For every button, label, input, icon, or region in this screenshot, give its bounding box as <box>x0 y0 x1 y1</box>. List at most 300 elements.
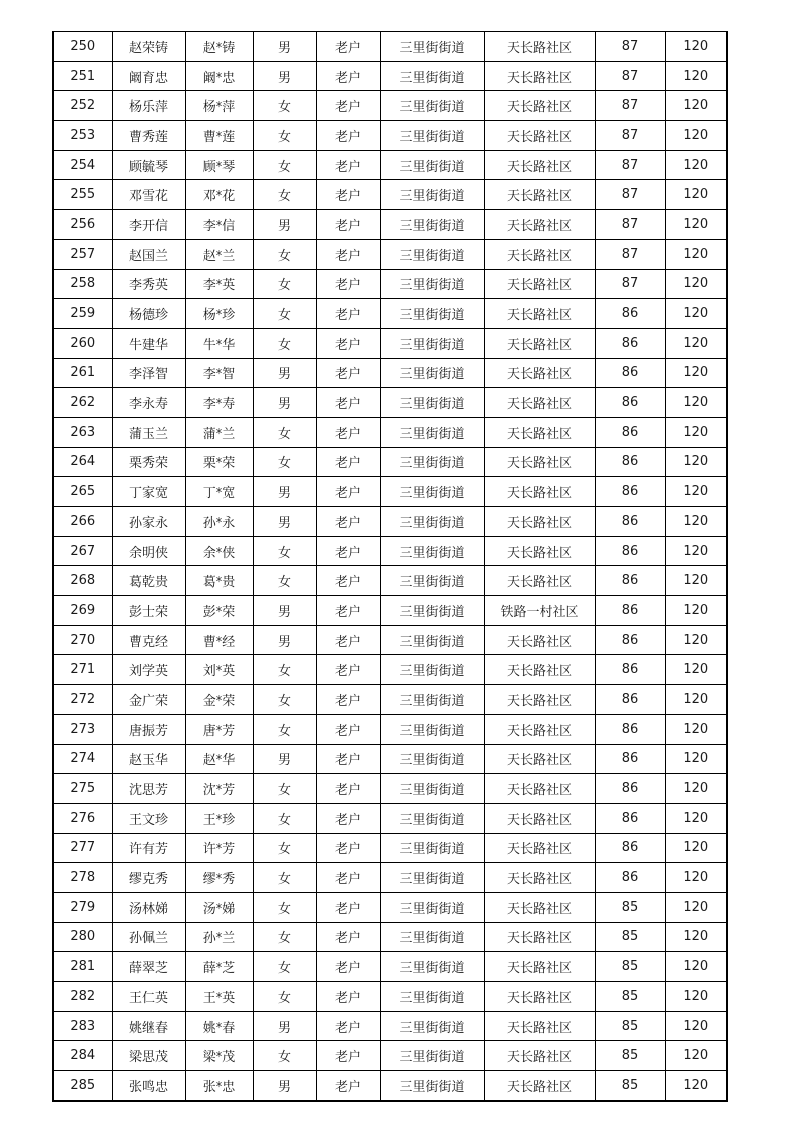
community-cell: 天长路社区 <box>484 833 595 863</box>
gender-cell: 女 <box>253 982 316 1012</box>
household-type-cell: 老户 <box>316 863 380 893</box>
masked-name-cell: 沈*芳 <box>185 774 253 804</box>
community-cell: 天长路社区 <box>484 625 595 655</box>
full-name-cell: 孙佩兰 <box>112 922 185 952</box>
street-cell: 三里街街道 <box>380 952 484 982</box>
household-type-cell: 老户 <box>316 447 380 477</box>
amount-cell: 120 <box>665 477 727 507</box>
gender-cell: 女 <box>253 1041 316 1071</box>
full-name-cell: 沈思芳 <box>112 774 185 804</box>
age-cell: 86 <box>595 358 665 388</box>
table-row <box>53 833 727 863</box>
household-type-cell: 老户 <box>316 180 380 210</box>
amount-cell: 120 <box>665 655 727 685</box>
age-cell: 87 <box>595 210 665 240</box>
gender-cell: 女 <box>253 91 316 121</box>
community-cell: 天长路社区 <box>484 744 595 774</box>
community-cell: 天长路社区 <box>484 803 595 833</box>
age-cell: 86 <box>595 536 665 566</box>
street-cell: 三里街街道 <box>380 744 484 774</box>
row-number-cell: 278 <box>53 863 112 893</box>
gender-cell: 女 <box>253 892 316 922</box>
masked-name-cell: 余*侠 <box>185 536 253 566</box>
masked-name-cell: 姚*春 <box>185 1011 253 1041</box>
row-number-cell: 263 <box>53 417 112 447</box>
gender-cell: 男 <box>253 32 316 62</box>
full-name-cell: 邓雪花 <box>112 180 185 210</box>
amount-cell: 120 <box>665 685 727 715</box>
table-row <box>53 180 727 210</box>
community-cell: 天长路社区 <box>484 91 595 121</box>
community-cell: 天长路社区 <box>484 774 595 804</box>
masked-name-cell: 李*信 <box>185 210 253 240</box>
street-cell: 三里街街道 <box>380 863 484 893</box>
street-cell: 三里街街道 <box>380 210 484 240</box>
amount-cell: 120 <box>665 536 727 566</box>
table-row <box>53 239 727 269</box>
table-row <box>53 566 727 596</box>
full-name-cell: 李永寿 <box>112 388 185 418</box>
gender-cell: 女 <box>253 922 316 952</box>
community-cell: 天长路社区 <box>484 269 595 299</box>
gender-cell: 男 <box>253 61 316 91</box>
amount-cell: 120 <box>665 358 727 388</box>
table-row <box>53 358 727 388</box>
household-type-cell: 老户 <box>316 210 380 240</box>
community-cell: 铁路一村社区 <box>484 596 595 626</box>
community-cell: 天长路社区 <box>484 239 595 269</box>
community-cell: 天长路社区 <box>484 655 595 685</box>
row-number-cell: 265 <box>53 477 112 507</box>
amount-cell: 120 <box>665 32 727 62</box>
age-cell: 85 <box>595 952 665 982</box>
masked-name-cell: 阚*忠 <box>185 61 253 91</box>
amount-cell: 120 <box>665 150 727 180</box>
street-cell: 三里街街道 <box>380 685 484 715</box>
table-row <box>53 774 727 804</box>
street-cell: 三里街街道 <box>380 922 484 952</box>
street-cell: 三里街街道 <box>380 299 484 329</box>
row-number-cell: 255 <box>53 180 112 210</box>
gender-cell: 男 <box>253 477 316 507</box>
street-cell: 三里街街道 <box>380 982 484 1012</box>
community-cell: 天长路社区 <box>484 982 595 1012</box>
amount-cell: 120 <box>665 892 727 922</box>
table-row <box>53 892 727 922</box>
amount-cell: 120 <box>665 328 727 358</box>
age-cell: 86 <box>595 388 665 418</box>
full-name-cell: 汤林娣 <box>112 892 185 922</box>
gender-cell: 女 <box>253 952 316 982</box>
masked-name-cell: 李*寿 <box>185 388 253 418</box>
amount-cell: 120 <box>665 833 727 863</box>
community-cell: 天长路社区 <box>484 1041 595 1071</box>
gender-cell: 女 <box>253 180 316 210</box>
street-cell: 三里街街道 <box>380 625 484 655</box>
table-row <box>53 388 727 418</box>
gender-cell: 女 <box>253 863 316 893</box>
household-type-cell: 老户 <box>316 566 380 596</box>
masked-name-cell: 刘*英 <box>185 655 253 685</box>
gender-cell: 女 <box>253 714 316 744</box>
table-row <box>53 150 727 180</box>
row-number-cell: 274 <box>53 744 112 774</box>
masked-name-cell: 王*英 <box>185 982 253 1012</box>
table-row <box>53 625 727 655</box>
row-number-cell: 276 <box>53 803 112 833</box>
table-row <box>53 32 727 62</box>
household-type-cell: 老户 <box>316 982 380 1012</box>
street-cell: 三里街街道 <box>380 1011 484 1041</box>
full-name-cell: 缪克秀 <box>112 863 185 893</box>
full-name-cell: 姚继春 <box>112 1011 185 1041</box>
masked-name-cell: 赵*兰 <box>185 239 253 269</box>
community-cell: 天长路社区 <box>484 61 595 91</box>
table-row <box>53 982 727 1012</box>
gender-cell: 男 <box>253 625 316 655</box>
masked-name-cell: 梁*茂 <box>185 1041 253 1071</box>
row-number-cell: 258 <box>53 269 112 299</box>
age-cell: 87 <box>595 61 665 91</box>
street-cell: 三里街街道 <box>380 180 484 210</box>
table-row <box>53 121 727 151</box>
full-name-cell: 王仁英 <box>112 982 185 1012</box>
table-row <box>53 210 727 240</box>
row-number-cell: 285 <box>53 1071 112 1101</box>
age-cell: 87 <box>595 150 665 180</box>
amount-cell: 120 <box>665 744 727 774</box>
masked-name-cell: 曹*经 <box>185 625 253 655</box>
household-type-cell: 老户 <box>316 833 380 863</box>
gender-cell: 女 <box>253 121 316 151</box>
amount-cell: 120 <box>665 625 727 655</box>
masked-name-cell: 孙*永 <box>185 507 253 537</box>
household-type-cell: 老户 <box>316 774 380 804</box>
street-cell: 三里街街道 <box>380 892 484 922</box>
full-name-cell: 葛乾贵 <box>112 566 185 596</box>
community-cell: 天长路社区 <box>484 328 595 358</box>
row-number-cell: 273 <box>53 714 112 744</box>
gender-cell: 女 <box>253 536 316 566</box>
row-number-cell: 253 <box>53 121 112 151</box>
table-row <box>53 744 727 774</box>
community-cell: 天长路社区 <box>484 922 595 952</box>
amount-cell: 120 <box>665 952 727 982</box>
full-name-cell: 曹克经 <box>112 625 185 655</box>
row-number-cell: 262 <box>53 388 112 418</box>
community-cell: 天长路社区 <box>484 507 595 537</box>
amount-cell: 120 <box>665 239 727 269</box>
amount-cell: 120 <box>665 61 727 91</box>
household-type-cell: 老户 <box>316 536 380 566</box>
street-cell: 三里街街道 <box>380 150 484 180</box>
gender-cell: 女 <box>253 566 316 596</box>
household-type-cell: 老户 <box>316 239 380 269</box>
masked-name-cell: 丁*宽 <box>185 477 253 507</box>
masked-name-cell: 李*英 <box>185 269 253 299</box>
row-number-cell: 257 <box>53 239 112 269</box>
masked-name-cell: 栗*荣 <box>185 447 253 477</box>
community-cell: 天长路社区 <box>484 299 595 329</box>
full-name-cell: 李开信 <box>112 210 185 240</box>
age-cell: 86 <box>595 803 665 833</box>
table-row <box>53 714 727 744</box>
amount-cell: 120 <box>665 863 727 893</box>
row-number-cell: 277 <box>53 833 112 863</box>
row-number-cell: 266 <box>53 507 112 537</box>
masked-name-cell: 缪*秀 <box>185 863 253 893</box>
street-cell: 三里街街道 <box>380 388 484 418</box>
row-number-cell: 268 <box>53 566 112 596</box>
full-name-cell: 阚育忠 <box>112 61 185 91</box>
full-name-cell: 李泽智 <box>112 358 185 388</box>
amount-cell: 120 <box>665 269 727 299</box>
gender-cell: 女 <box>253 417 316 447</box>
amount-cell: 120 <box>665 210 727 240</box>
table-row <box>53 685 727 715</box>
age-cell: 86 <box>595 566 665 596</box>
community-cell: 天长路社区 <box>484 685 595 715</box>
full-name-cell: 杨德珍 <box>112 299 185 329</box>
age-cell: 86 <box>595 328 665 358</box>
row-number-cell: 281 <box>53 952 112 982</box>
gender-cell: 女 <box>253 299 316 329</box>
full-name-cell: 张鸣忠 <box>112 1071 185 1101</box>
age-cell: 86 <box>595 863 665 893</box>
masked-name-cell: 王*珍 <box>185 803 253 833</box>
gender-cell: 女 <box>253 833 316 863</box>
masked-name-cell: 葛*贵 <box>185 566 253 596</box>
age-cell: 86 <box>595 774 665 804</box>
street-cell: 三里街街道 <box>380 1041 484 1071</box>
community-cell: 天长路社区 <box>484 477 595 507</box>
masked-name-cell: 曹*莲 <box>185 121 253 151</box>
amount-cell: 120 <box>665 121 727 151</box>
community-cell: 天长路社区 <box>484 536 595 566</box>
masked-name-cell: 张*忠 <box>185 1071 253 1101</box>
street-cell: 三里街街道 <box>380 774 484 804</box>
amount-cell: 120 <box>665 91 727 121</box>
household-type-cell: 老户 <box>316 952 380 982</box>
community-cell: 天长路社区 <box>484 32 595 62</box>
household-type-cell: 老户 <box>316 32 380 62</box>
street-cell: 三里街街道 <box>380 417 484 447</box>
household-type-cell: 老户 <box>316 625 380 655</box>
amount-cell: 120 <box>665 566 727 596</box>
amount-cell: 120 <box>665 447 727 477</box>
amount-cell: 120 <box>665 388 727 418</box>
street-cell: 三里街街道 <box>380 655 484 685</box>
gender-cell: 女 <box>253 685 316 715</box>
full-name-cell: 赵国兰 <box>112 239 185 269</box>
street-cell: 三里街街道 <box>380 536 484 566</box>
full-name-cell: 牛建华 <box>112 328 185 358</box>
gender-cell: 女 <box>253 803 316 833</box>
age-cell: 87 <box>595 180 665 210</box>
masked-name-cell: 赵*铸 <box>185 32 253 62</box>
full-name-cell: 栗秀荣 <box>112 447 185 477</box>
age-cell: 87 <box>595 239 665 269</box>
amount-cell: 120 <box>665 982 727 1012</box>
table-row <box>53 1071 727 1101</box>
household-type-cell: 老户 <box>316 269 380 299</box>
street-cell: 三里街街道 <box>380 269 484 299</box>
household-type-cell: 老户 <box>316 477 380 507</box>
data-table <box>52 31 728 1102</box>
household-type-cell: 老户 <box>316 714 380 744</box>
community-cell: 天长路社区 <box>484 566 595 596</box>
table-row <box>53 417 727 447</box>
gender-cell: 男 <box>253 1071 316 1101</box>
community-cell: 天长路社区 <box>484 1011 595 1041</box>
full-name-cell: 孙家永 <box>112 507 185 537</box>
age-cell: 86 <box>595 655 665 685</box>
full-name-cell: 梁思茂 <box>112 1041 185 1071</box>
household-type-cell: 老户 <box>316 1011 380 1041</box>
street-cell: 三里街街道 <box>380 61 484 91</box>
community-cell: 天长路社区 <box>484 388 595 418</box>
row-number-cell: 261 <box>53 358 112 388</box>
table-row <box>53 863 727 893</box>
household-type-cell: 老户 <box>316 507 380 537</box>
row-number-cell: 250 <box>53 32 112 62</box>
household-type-cell: 老户 <box>316 61 380 91</box>
masked-name-cell: 杨*萍 <box>185 91 253 121</box>
gender-cell: 男 <box>253 1011 316 1041</box>
age-cell: 85 <box>595 892 665 922</box>
household-type-cell: 老户 <box>316 150 380 180</box>
masked-name-cell: 金*荣 <box>185 685 253 715</box>
table-body <box>53 32 727 1101</box>
household-type-cell: 老户 <box>316 685 380 715</box>
age-cell: 86 <box>595 833 665 863</box>
community-cell: 天长路社区 <box>484 150 595 180</box>
full-name-cell: 赵玉华 <box>112 744 185 774</box>
street-cell: 三里街街道 <box>380 32 484 62</box>
gender-cell: 男 <box>253 358 316 388</box>
amount-cell: 120 <box>665 714 727 744</box>
gender-cell: 男 <box>253 596 316 626</box>
household-type-cell: 老户 <box>316 803 380 833</box>
amount-cell: 120 <box>665 1041 727 1071</box>
table-row <box>53 1011 727 1041</box>
street-cell: 三里街街道 <box>380 507 484 537</box>
table-row <box>53 447 727 477</box>
masked-name-cell: 牛*华 <box>185 328 253 358</box>
street-cell: 三里街街道 <box>380 91 484 121</box>
amount-cell: 120 <box>665 596 727 626</box>
full-name-cell: 余明侠 <box>112 536 185 566</box>
full-name-cell: 蒲玉兰 <box>112 417 185 447</box>
street-cell: 三里街街道 <box>380 596 484 626</box>
full-name-cell: 金广荣 <box>112 685 185 715</box>
row-number-cell: 272 <box>53 685 112 715</box>
amount-cell: 120 <box>665 803 727 833</box>
row-number-cell: 282 <box>53 982 112 1012</box>
household-type-cell: 老户 <box>316 328 380 358</box>
table-row <box>53 507 727 537</box>
amount-cell: 120 <box>665 507 727 537</box>
full-name-cell: 杨乐萍 <box>112 91 185 121</box>
full-name-cell: 李秀英 <box>112 269 185 299</box>
community-cell: 天长路社区 <box>484 358 595 388</box>
household-type-cell: 老户 <box>316 596 380 626</box>
gender-cell: 女 <box>253 328 316 358</box>
age-cell: 86 <box>595 685 665 715</box>
age-cell: 86 <box>595 714 665 744</box>
street-cell: 三里街街道 <box>380 358 484 388</box>
age-cell: 86 <box>595 596 665 626</box>
community-cell: 天长路社区 <box>484 210 595 240</box>
age-cell: 86 <box>595 507 665 537</box>
row-number-cell: 267 <box>53 536 112 566</box>
amount-cell: 120 <box>665 180 727 210</box>
gender-cell: 女 <box>253 447 316 477</box>
gender-cell: 男 <box>253 210 316 240</box>
full-name-cell: 刘学英 <box>112 655 185 685</box>
age-cell: 87 <box>595 91 665 121</box>
table-row <box>53 1041 727 1071</box>
masked-name-cell: 孙*兰 <box>185 922 253 952</box>
full-name-cell: 曹秀莲 <box>112 121 185 151</box>
age-cell: 85 <box>595 1011 665 1041</box>
community-cell: 天长路社区 <box>484 417 595 447</box>
household-type-cell: 老户 <box>316 388 380 418</box>
community-cell: 天长路社区 <box>484 447 595 477</box>
full-name-cell: 彭士荣 <box>112 596 185 626</box>
street-cell: 三里街街道 <box>380 328 484 358</box>
household-type-cell: 老户 <box>316 892 380 922</box>
table-row <box>53 91 727 121</box>
household-type-cell: 老户 <box>316 922 380 952</box>
gender-cell: 女 <box>253 269 316 299</box>
gender-cell: 女 <box>253 150 316 180</box>
age-cell: 86 <box>595 477 665 507</box>
gender-cell: 男 <box>253 507 316 537</box>
masked-name-cell: 汤*娣 <box>185 892 253 922</box>
table-row <box>53 269 727 299</box>
full-name-cell: 唐振芳 <box>112 714 185 744</box>
table-row <box>53 655 727 685</box>
gender-cell: 女 <box>253 239 316 269</box>
household-type-cell: 老户 <box>316 358 380 388</box>
masked-name-cell: 顾*琴 <box>185 150 253 180</box>
gender-cell: 男 <box>253 744 316 774</box>
household-type-cell: 老户 <box>316 91 380 121</box>
masked-name-cell: 杨*珍 <box>185 299 253 329</box>
masked-name-cell: 蒲*兰 <box>185 417 253 447</box>
street-cell: 三里街街道 <box>380 803 484 833</box>
row-number-cell: 270 <box>53 625 112 655</box>
amount-cell: 120 <box>665 922 727 952</box>
street-cell: 三里街街道 <box>380 714 484 744</box>
age-cell: 87 <box>595 32 665 62</box>
street-cell: 三里街街道 <box>380 566 484 596</box>
full-name-cell: 顾毓琴 <box>112 150 185 180</box>
row-number-cell: 252 <box>53 91 112 121</box>
masked-name-cell: 赵*华 <box>185 744 253 774</box>
household-type-cell: 老户 <box>316 121 380 151</box>
table-row <box>53 61 727 91</box>
masked-name-cell: 邓*花 <box>185 180 253 210</box>
row-number-cell: 279 <box>53 892 112 922</box>
amount-cell: 120 <box>665 1011 727 1041</box>
community-cell: 天长路社区 <box>484 1071 595 1101</box>
street-cell: 三里街街道 <box>380 833 484 863</box>
amount-cell: 120 <box>665 417 727 447</box>
full-name-cell: 丁家宽 <box>112 477 185 507</box>
age-cell: 87 <box>595 121 665 151</box>
